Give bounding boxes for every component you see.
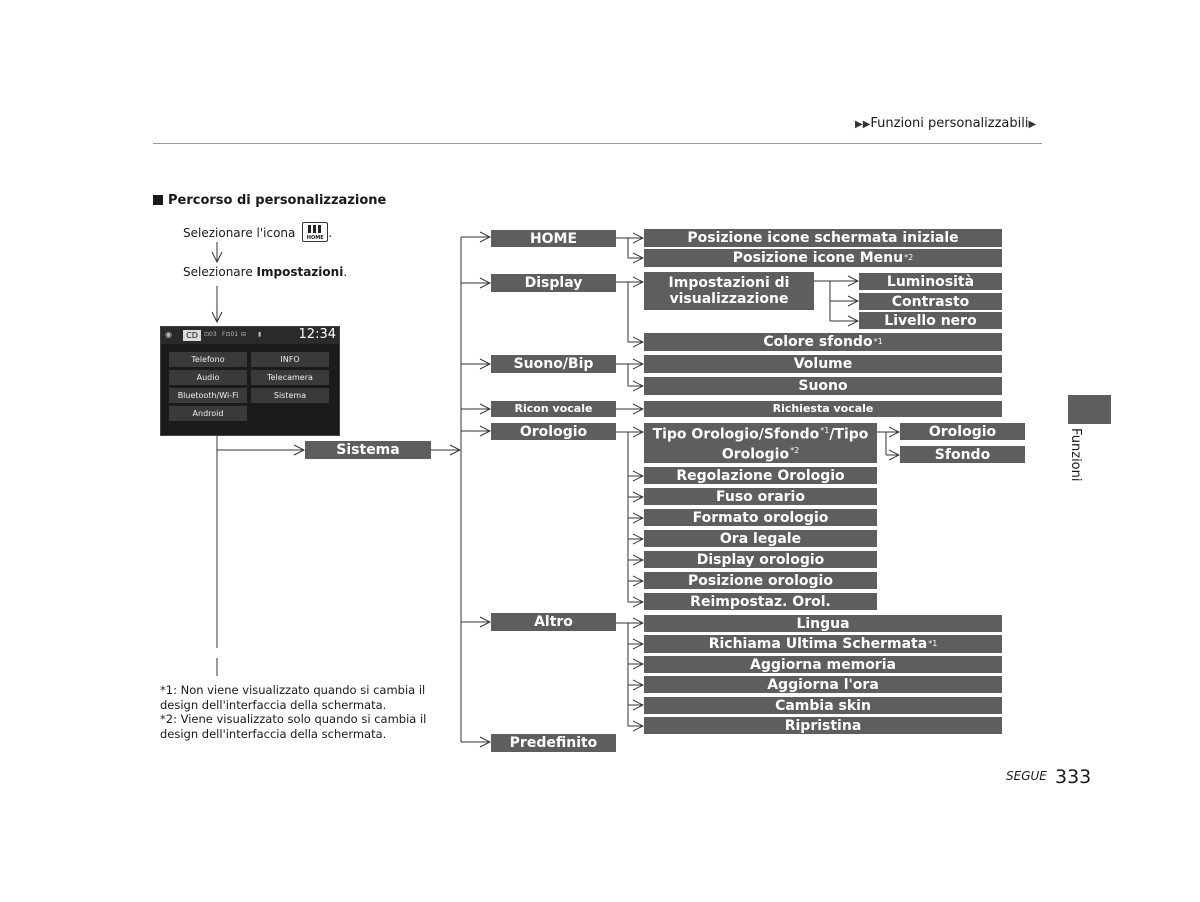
footnote-ref: *1: [873, 337, 883, 346]
menu-posizione-orologio: Posizione orologio: [644, 572, 877, 589]
menu-ora-legale: Ora legale: [644, 530, 877, 547]
menu-sfondo: Sfondo: [900, 446, 1025, 463]
tile-info: INFO: [251, 352, 329, 367]
menu-volume: Volume: [644, 355, 1002, 373]
menu-richiama-ultima-schermata: Richiama Ultima Schermata *1: [644, 635, 1002, 653]
tile-telefono: Telefono: [169, 352, 247, 367]
menu-impostazioni-visualizzazione: Impostazioni di visualizzazione: [644, 272, 814, 310]
menu-richiesta-vocale: Richiesta vocale: [644, 401, 1002, 417]
settings-keyword: Impostazioni: [256, 265, 344, 279]
footnotes: [160, 683, 430, 741]
menu-display: Display: [491, 274, 616, 292]
header-prefix-arrows: ▶▶: [855, 119, 871, 130]
menu-regolazione-orologio: Regolazione Orologio: [644, 467, 877, 484]
menu-tipo-orologio: Orologio: [900, 423, 1025, 440]
tile-sistema: Sistema: [251, 388, 329, 403]
page-number: 333: [1055, 766, 1092, 788]
screen-clock: 12:34: [298, 327, 336, 342]
tile-telecamera: Telecamera: [251, 370, 329, 385]
header-suffix-arrow: ▶: [1028, 119, 1037, 130]
chapter-label: Funzioni: [1068, 428, 1083, 482]
menu-ricon-vocale: Ricon vocale: [491, 401, 616, 417]
menu-ripristina: Ripristina: [644, 717, 1002, 734]
menu-fuso-orario: Fuso orario: [644, 488, 877, 505]
footnote-ref: *1: [820, 426, 830, 436]
footnote-ref: *2: [904, 253, 914, 262]
section-title-text: Percorso di personalizzazione: [168, 193, 387, 208]
menu-aggiorna-memoria: Aggiorna memoria: [644, 656, 1002, 673]
continued-label: SEGUE: [1006, 769, 1047, 783]
status-indicator: ⊡03: [204, 331, 217, 338]
header-title: Funzioni personalizzabili: [870, 116, 1029, 131]
menu-altro: Altro: [491, 613, 616, 631]
menu-display-orologio: Display orologio: [644, 551, 877, 568]
step1-text: Selezionare l'icona: [183, 226, 296, 240]
home-icon: HOME: [302, 222, 328, 242]
menu-aggiorna-ora: Aggiorna l'ora: [644, 676, 1002, 693]
footnote-ref: *1: [928, 639, 938, 648]
chapter-tab: [1068, 395, 1111, 424]
menu-suono: Suono: [644, 377, 1002, 395]
menu-tipo-orologio-sfondo: Tipo Orologio/Sfondo$^{*1}$/Tipo Orologio$^{*2}$: [644, 423, 877, 463]
menu-cambia-skin: Cambia skin: [644, 697, 1002, 714]
menu-posizione-icone-menu: Posizione icone Menu *2: [644, 249, 1002, 267]
footnote-ref: *2: [790, 446, 800, 455]
source-icon: ◉: [165, 330, 172, 339]
menu-predefinito: Predefinito: [491, 734, 616, 752]
footnote-2: *2: Viene visualizzato solo quando si cambia il design dell'interfaccia della schermata.: [160, 712, 427, 741]
tile-audio: Audio: [169, 370, 247, 385]
menu-luminosita: Luminosità: [859, 273, 1002, 290]
menu-sistema: Sistema: [305, 441, 431, 459]
status-indicator: F⊡01: [222, 331, 239, 338]
step-select-home: Selezionare l'icona HOME .: [183, 222, 332, 242]
tile-android: Android: [169, 406, 247, 421]
menu-orologio: Orologio: [491, 423, 616, 440]
menu-contrasto: Contrasto: [859, 293, 1002, 310]
menu-livello-nero: Livello nero: [859, 312, 1002, 329]
menu-colore-sfondo: Colore sfondo *1: [644, 333, 1002, 351]
status-indicator: ▮: [258, 331, 262, 338]
step-select-settings: Selezionare Impostazioni.: [183, 265, 348, 279]
menu-posizione-icone-schermata: Posizione icone schermata iniziale: [644, 229, 1002, 247]
status-indicator: ⊟: [241, 331, 247, 338]
menu-home: HOME: [491, 230, 616, 247]
cd-badge: CD: [183, 330, 201, 341]
menu-formato-orologio: Formato orologio: [644, 509, 877, 526]
footnote-1: *1: Non viene visualizzato quando si cambia il design dell'interfaccia della schermata.: [160, 683, 426, 712]
menu-lingua: Lingua: [644, 615, 1002, 632]
menu-reimpostaz-orol: Reimpostaz. Orol.: [644, 593, 877, 610]
menu-suono-bip: Suono/Bip: [491, 355, 616, 373]
tile-bluetooth-wifi: Bluetooth/Wi-Fi: [169, 388, 247, 403]
